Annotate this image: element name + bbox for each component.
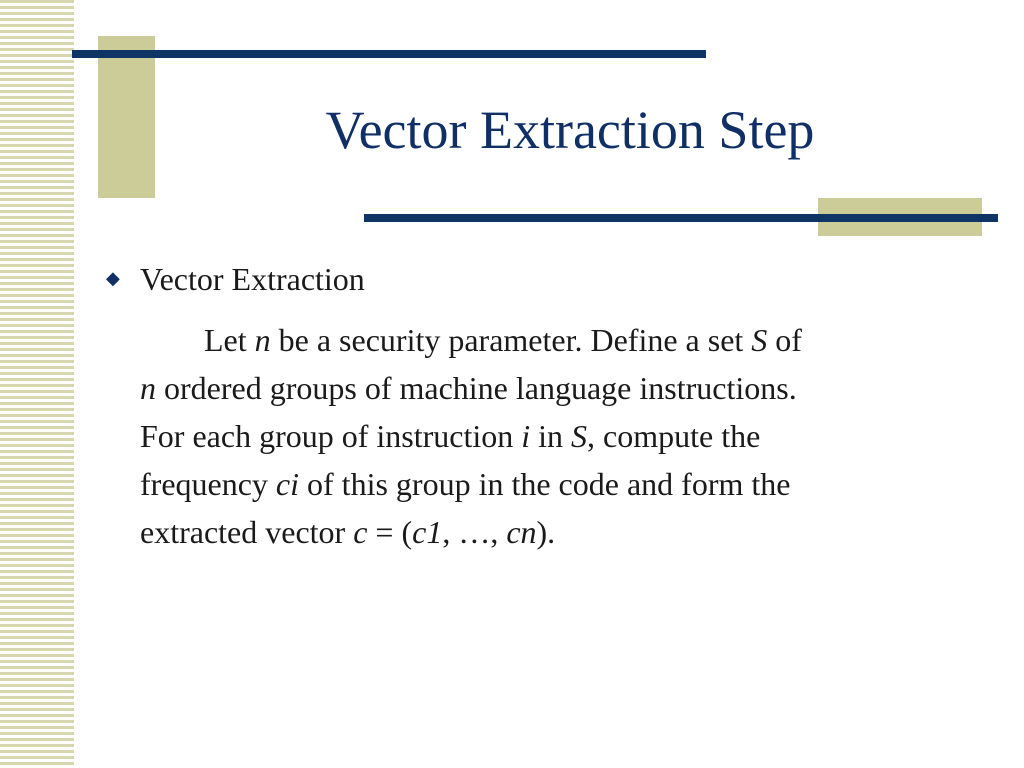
bullet-heading: Vector Extraction: [140, 261, 365, 297]
definition-paragraph: [140, 316, 970, 556]
title-bottom-rule: [364, 214, 998, 222]
diamond-bullet-icon: ◆: [106, 268, 120, 288]
var-c1: c1: [412, 514, 443, 550]
title-top-rule: [72, 50, 706, 58]
var-n: n: [254, 322, 271, 358]
var-c: c: [353, 514, 368, 550]
paragraph-line-4: frequency ci of this group in the code and form the: [140, 466, 791, 502]
paragraph-line-3: For each group of instruction i in S, compute the: [140, 418, 761, 454]
var-i: i: [521, 418, 531, 454]
var-S: S: [571, 418, 588, 454]
var-ci: ci: [275, 466, 300, 502]
var-n: n: [140, 370, 156, 406]
slide-title: Vector Extraction Step: [325, 100, 815, 160]
var-cn: cn: [506, 514, 537, 550]
var-S: S: [751, 322, 768, 358]
paragraph-line-1: Let n be a security parameter. Define a set S of: [204, 322, 802, 358]
paragraph-line-2: n ordered groups of machine language instructions.: [140, 370, 797, 406]
paragraph-line-5: extracted vector c = (c1, …, cn).: [140, 514, 556, 550]
